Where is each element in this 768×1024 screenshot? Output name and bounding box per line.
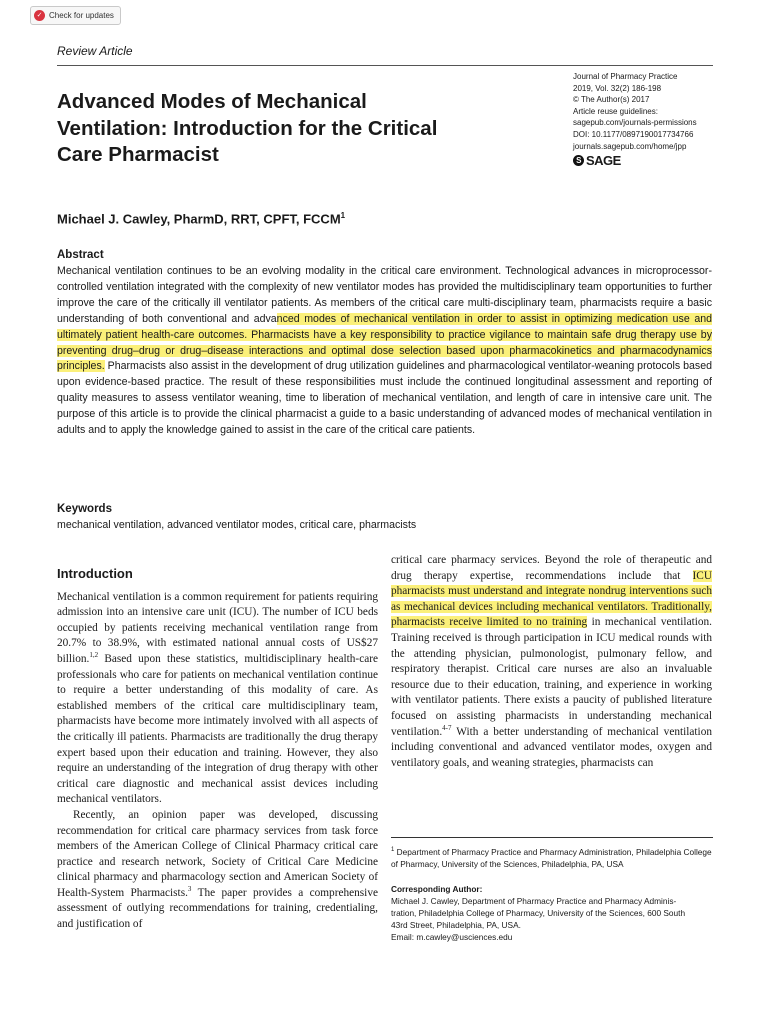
intro-paragraph-continued (391, 553, 712, 771)
header-divider (57, 65, 713, 66)
footnote-divider (391, 837, 713, 838)
permissions-link[interactable]: sagepub.com/journals-permissions (573, 118, 697, 128)
text-run: With a better understanding of mechanical ventilation including conventional and advanced ventilator modes, oxygen and ventilatory goals, and weaning strategies, pharmacists can (391, 725, 712, 769)
abstract-text (57, 264, 712, 439)
keywords-heading: Keywords (57, 503, 112, 515)
abstract-text-part: Pharmacists also assist in the development of drug utilization guidelines and pharmacological ventilator-weaning protocols based upon evidence-based practice. The result of these responsibilities must include the continued longitudinal assessment and reporting of quality measures to assess ventilator weaning, time to liberation of mechanical ventilation, and length of care in intensive care unit. The purpose of this article is to provide the clinical pharmacist a guide to a basic understanding of advanced modes of mechanical ventilation in adults and to apply the knowledge gained to assist in the care of the critical care patients. (57, 360, 712, 437)
corresponding-line: tration, Philadelphia College of Pharmacy, University of the Sciences, 600 South (391, 908, 686, 918)
journal-info (573, 71, 758, 167)
body-highlight: ICU pharmacists must understand and integrate nondrug interventions such as mechanical devices including mechanical ventilators. Traditionally, pharmacists receive limited to no training (391, 569, 712, 629)
left-column (57, 566, 378, 933)
introduction-heading: Introduction (57, 566, 133, 581)
abstract-text-part: Mechanical ventilation continues to be an evolving modality in the critical care environment. Technological advances in microprocessor-controlled ventilation integrated with the complexity of new ventilator modes has provided the multidisciplinary team opportunities to further improve the care of the critically ill ventilator patients. As members of the critical care multi-disciplinary team, pharmacists require a basic understanding of both conventional and adva (57, 265, 712, 325)
abstract-heading: Abstract (57, 249, 104, 261)
updates-icon: ✓ (34, 10, 45, 21)
citation[interactable]: 1,2 (89, 651, 99, 660)
reuse-guidelines-label: Article reuse guidelines: (573, 106, 658, 116)
publisher-name: SAGE (586, 153, 621, 169)
text-run: The paper provides a comprehensive assessment of outlying recommendations for training, credentialing, and justification of (57, 886, 378, 931)
text-run: in mechanical ventilation. Training received is through participation in ICU medical rounds with the attending physician, pulmonologist, pulmonary fellow, and respiratory therapist. Critical care nurses are also an invaluable resource due to their education, training, and experience in working with ventilator patients. There exists a paucity of published literature focused on assisting pharmacists in understanding mechanical ventilation. (391, 616, 712, 738)
text-run: critical care pharmacy services. Beyond the role of therapeutic and drug therapy expertise, recommendations include that (391, 554, 712, 582)
abstract-highlight: nced modes of mechanical ventilation in order to assist in optimizing medication use and ultimately patient health-care outcomes. Pharmacists have a key responsibility to practice vigilance to maintain safe drug therapy use by preventing drug–drug or drug–disease interactions and optimal dose selection based upon pharmacokinetics and pharmacodynamics principles. (57, 312, 713, 373)
footnote-mark: 1 (391, 847, 395, 853)
corresponding-line: Michael J. Cawley, Department of Pharmacy Practice and Pharmacy Adminis- (391, 896, 677, 906)
corresponding-line: 43rd Street, Philadelphia, PA, USA. (391, 920, 521, 930)
doi-link[interactable]: DOI: 10.1177/0897190017734766 (573, 129, 694, 139)
sage-logo (573, 155, 758, 167)
text-run: Recently, an opinion paper was developed, discussing recommendation for critical care pharmacy services from task force members of the American College of Clinical Pharmacy critical care practice and research network, Society of Critical Care Medicine clinical pharmacy and pharmacology section and American Society of Health-System Pharmacists. (57, 808, 378, 899)
citation[interactable]: 3 (187, 885, 192, 894)
intro-paragraph (57, 808, 378, 933)
article-title: Advanced Modes of Mechanical Ventilation: Introduction for the Critical Care Pharmacist (57, 90, 438, 166)
journal-name: Journal of Pharmacy Practice (573, 72, 678, 81)
corresponding-author (391, 883, 716, 943)
author-name: Michael J. Cawley, PharmD, RRT, CPFT, FCCM (57, 211, 341, 227)
journal-volume: 2019, Vol. 32(2) 186-198 (573, 83, 662, 93)
affiliation-footnote (391, 844, 716, 870)
citation[interactable]: 4-7 (442, 723, 452, 732)
sage-logo-icon: S (573, 155, 584, 166)
affiliation-text: Department of Pharmacy Practice and Pharmacy Administration, Philadelphia College of Pharmacy, University of the Sciences, Philadelphia, PA, USA (391, 846, 712, 869)
journal-home-link[interactable]: journals.sagepub.com/home/jpp (573, 141, 687, 151)
article-type: Review Article (57, 44, 133, 58)
corresponding-heading: Corresponding Author: (391, 884, 483, 894)
email-link[interactable]: Email: m.cawley@usciences.edu (391, 932, 513, 942)
author-affiliation-mark: 1 (340, 211, 346, 220)
text-run: Mechanical ventilation is a common requirement for patients requiring admission into an intensive care unit (ICU). The number of ICU beds occupied by patients receiving mechanical ventilation range from 20.7% to 38.9%, with estimated national annual costs of US$27 billion. (57, 590, 378, 665)
badge-label: Check for updates (49, 11, 114, 20)
intro-paragraph (57, 590, 378, 808)
check-for-updates-badge[interactable] (30, 6, 121, 25)
copyright: © The Author(s) 2017 (573, 95, 650, 105)
keywords-text: mechanical ventilation, advanced ventilator modes, critical care, pharmacists (57, 519, 417, 531)
right-column (391, 553, 712, 771)
text-run: Based upon these statistics, multidisciplinary health-care professionals who care for patients on mechanical ventilation continue to require a better understanding of this modality of care. As established members of the critical care multidisciplinary team, pharmacists have become more intimately involved with all aspects of the critically ill patients. Pharmacists are traditionally the drug therapy expert based upon their education and training. However, they also require an understanding of the integration of drug therapy with other critical care diagnostic and mechanical assist devices including mechanical ventilators. (57, 652, 378, 806)
author-line (57, 211, 345, 226)
